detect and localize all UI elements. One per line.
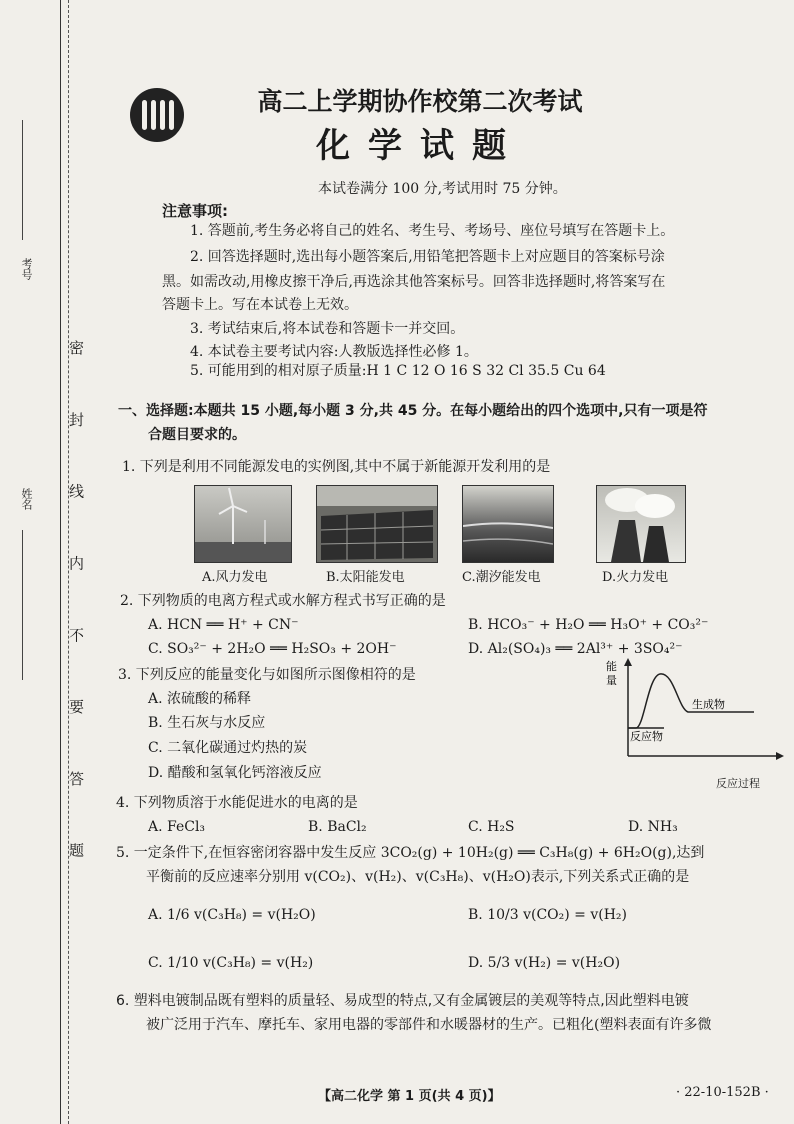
- q4-option-c: C. H₂S: [468, 819, 515, 835]
- thermal-power-photo: [596, 485, 686, 563]
- q2-option-b: B. HCO₃⁻ + H₂O ══ H₃O⁺ + CO₃²⁻: [468, 617, 709, 633]
- q3-option-d: D. 醋酸和氢氧化钙溶液反应: [148, 765, 322, 781]
- exam-info: 本试卷满分 100 分,考试用时 75 分钟。: [318, 181, 567, 197]
- energy-axis-label-1: 能: [606, 660, 617, 673]
- q2-option-a: A. HCN ══ H⁺ + CN⁻: [148, 617, 299, 633]
- q3-option-b: B. 生石灰与水反应: [148, 715, 266, 731]
- q5-option-d: D. 5/3 v(H₂) = v(H₂O): [468, 955, 621, 971]
- q2-option-d: D. Al₂(SO₄)₃ ══ 2Al³⁺ + 3SO₄²⁻: [468, 641, 683, 657]
- wind-power-photo: [194, 485, 292, 563]
- section-1-heading: 一、选择题:本题共 15 小题,每小题 3 分,共 45 分。在每小题给出的四个选项中,只有一项是符: [118, 403, 708, 419]
- note-2-cont: 黑。如需改动,用橡皮擦干净后,再选涂其他答案标号。回答非选择题时,将答案写在: [162, 274, 666, 290]
- tidal-power-photo: [462, 485, 554, 563]
- q6-stem: 6. 塑料电镀制品既有塑料的质量轻、易成型的特点,又有金属镀层的美观等特点,因此塑料电镀: [116, 993, 689, 1009]
- note-1: 1. 答题前,考生务必将自己的姓名、考生号、考场号、座位号填写在答题卡上。: [190, 223, 675, 239]
- exam-no-label: 考号: [20, 258, 33, 280]
- seal-notice: 密 封 线 内 不 要 答 题: [67, 340, 85, 884]
- q1-option-b: B.太阳能发电: [326, 570, 405, 585]
- q3-option-a: A. 浓硫酸的稀释: [148, 691, 252, 707]
- name-fill-line: [22, 530, 23, 680]
- note-2-cont2: 答题卡上。写在本试卷上无效。: [162, 297, 358, 313]
- note-3: 3. 考试结束后,将本试卷和答题卡一并交回。: [190, 321, 465, 337]
- q4-option-a: A. FeCl₃: [148, 819, 206, 835]
- note-4: 4. 本试卷主要考试内容:人教版选择性必修 1。: [190, 344, 478, 360]
- reactant-label: 反应物: [630, 730, 663, 743]
- q1-option-c: C.潮汐能发电: [462, 570, 541, 585]
- q5-option-c: C. 1/10 v(C₃H₈) = v(H₂): [148, 955, 314, 971]
- section-1-heading-cont: 合题目要求的。: [148, 427, 246, 443]
- exam-no-fill-line: [22, 120, 23, 240]
- q1-option-a: A.风力发电: [202, 570, 268, 585]
- q4-stem: 4. 下列物质溶于水能促进水的电离的是: [116, 795, 358, 811]
- q4-option-b: B. BaCl₂: [308, 819, 367, 835]
- subject-title: 化学试题: [316, 126, 524, 166]
- exam-title: 高二上学期协作校第二次考试: [257, 87, 583, 116]
- reaction-process-label: 反应过程: [716, 777, 760, 790]
- note-2: 2. 回答选择题时,选出每小题答案后,用铅笔把答题卡上对应题目的答案标号涂: [190, 249, 665, 265]
- q6-stem-cont: 被广泛用于汽车、摩托车、家用电器的零部件和水暖器材的生产。已粗化(塑料表面有许多微: [146, 1017, 712, 1033]
- q5-option-b: B. 10/3 v(CO₂) = v(H₂): [468, 907, 627, 923]
- product-label: 生成物: [692, 698, 725, 711]
- school-logo: [130, 88, 184, 142]
- name-label: 姓名: [20, 488, 33, 510]
- note-5: 5. 可能用到的相对原子质量:H 1 C 12 O 16 S 32 Cl 35.5 Cu 64: [190, 363, 606, 379]
- energy-diagram: [604, 656, 784, 768]
- notes-heading: 注意事项:: [162, 202, 228, 220]
- paper-code: · 22-10-152B ·: [676, 1085, 769, 1100]
- q1-stem: 1. 下列是利用不同能源发电的实例图,其中不属于新能源开发利用的是: [122, 459, 551, 475]
- q4-option-d: D. NH₃: [628, 819, 678, 835]
- q2-stem: 2. 下列物质的电离方程式或水解方程式书写正确的是: [120, 593, 446, 609]
- q5-stem-cont: 平衡前的反应速率分别用 v(CO₂)、v(H₂)、v(C₃H₈)、v(H₂O)表示,下列关系式正确的是: [146, 869, 690, 885]
- q3-stem: 3. 下列反应的能量变化与如图所示图像相符的是: [118, 667, 416, 683]
- page-footer: 【高二化学 第 1 页(共 4 页)】: [318, 1089, 501, 1104]
- binding-line: [60, 0, 61, 1124]
- energy-axis-label-2: 量: [606, 674, 617, 687]
- q3-option-c: C. 二氧化碳通过灼热的炭: [148, 740, 308, 756]
- q5-option-a: A. 1/6 v(C₃H₈) = v(H₂O): [148, 907, 316, 923]
- q5-stem: 5. 一定条件下,在恒容密闭容器中发生反应 3CO₂(g) + 10H₂(g) ══ C₃H₈(g) + 6H₂O(g),达到: [116, 845, 705, 861]
- solar-power-photo: [316, 485, 438, 563]
- q2-option-c: C. SO₃²⁻ + 2H₂O ══ H₂SO₃ + 2OH⁻: [148, 641, 397, 657]
- q1-option-d: D.火力发电: [602, 570, 669, 585]
